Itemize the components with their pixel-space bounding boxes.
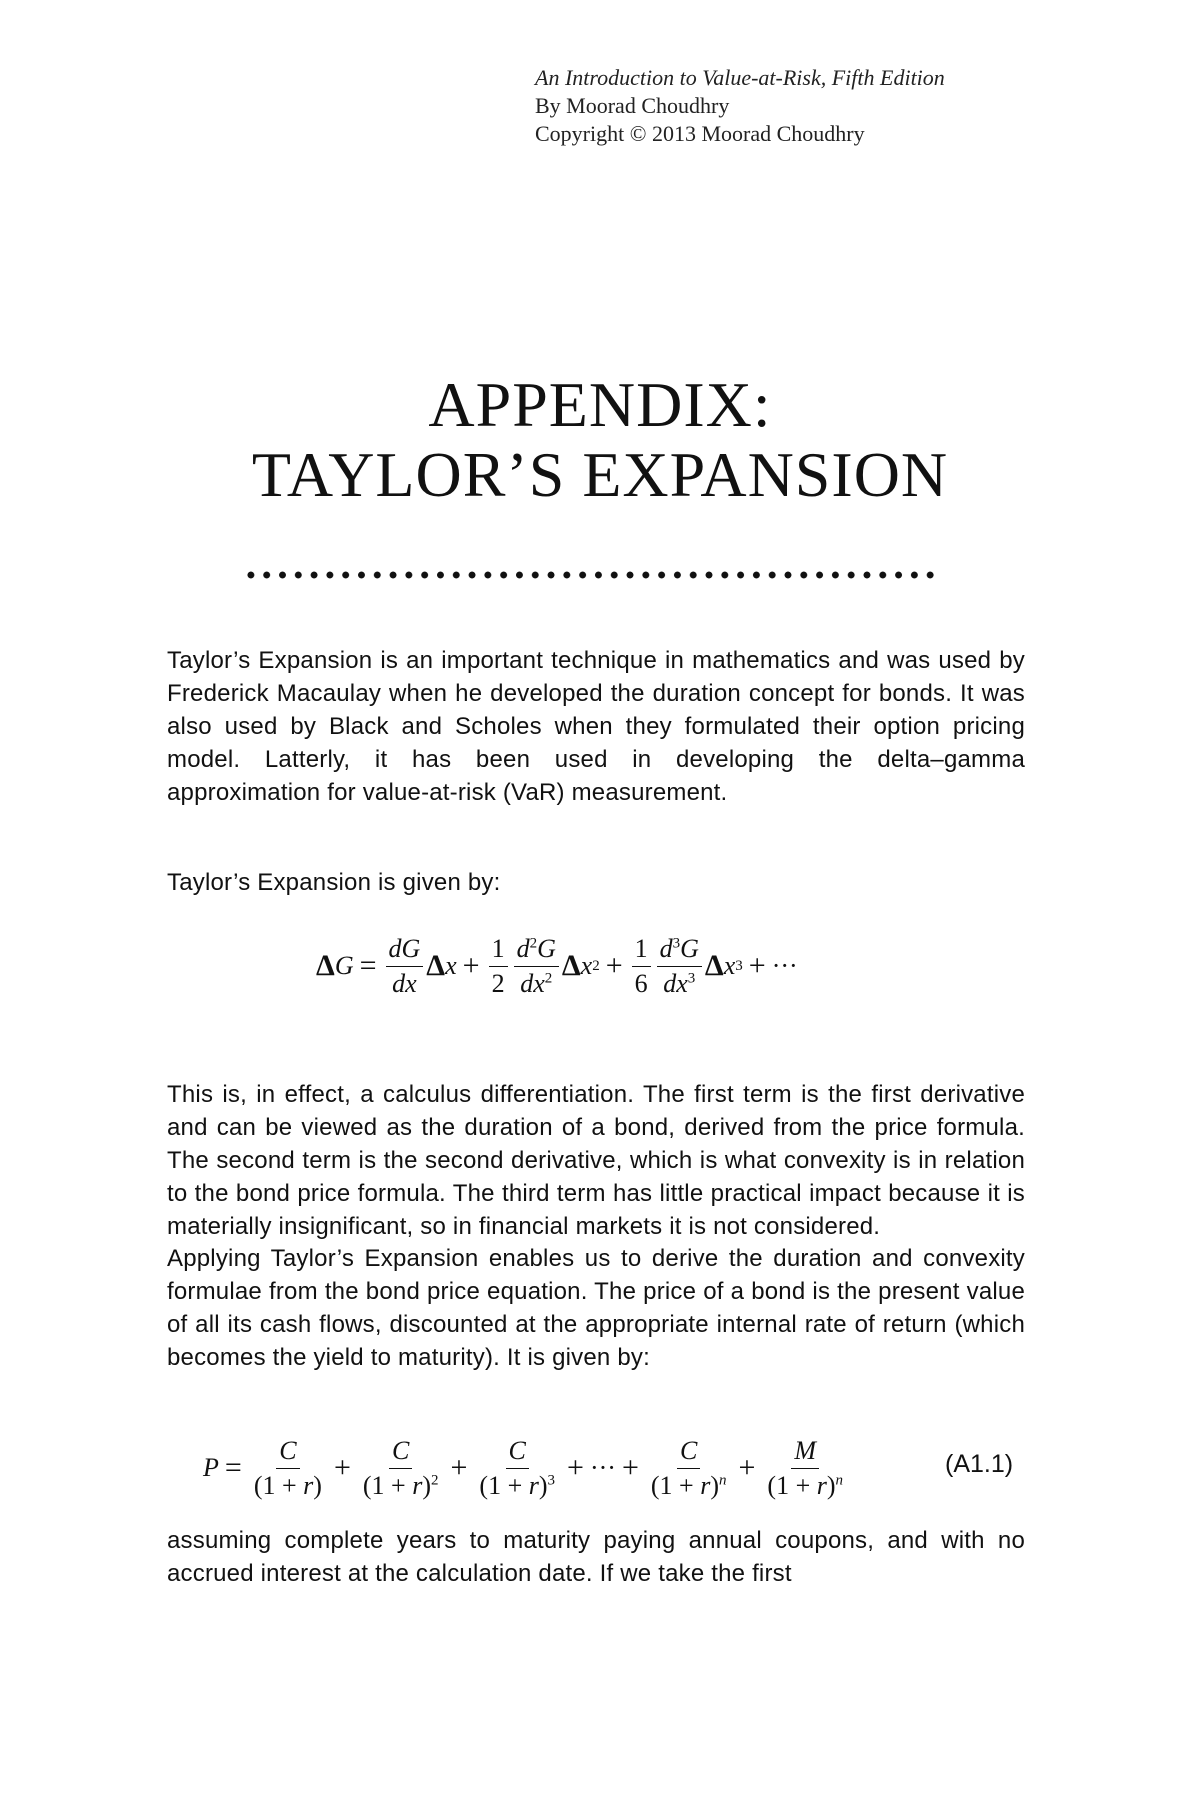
- book-title: An Introduction to Value-at-Risk, Fifth Edition: [535, 65, 945, 90]
- chapter-title-line2: TAYLOR’S EXPANSION: [251, 439, 949, 510]
- paragraph-assumptions: assuming complete years to maturity paying annual coupons, and with no accrued interest at the calculation date. If we take the first: [167, 1527, 1025, 1587]
- dotted-divider: [243, 568, 939, 582]
- paragraph-bond-price: Applying Taylor’s Expansion enables us to derive the duration and convexity formulae from the bond price equation. The price of a bond is the present value of all its cash flows, discounted at the appropriate internal rate of return (which becomes the yield to maturity). It is given by:: [167, 1245, 1025, 1371]
- bond-price-equation: P = $\frac{C}{(1 + r)}$ + $\frac{C}{(1 + r)^2}$ + $\frac{C}{(1 + r)^3}$ + ··· + $\frac{C}{(1 + r)^n}$ + $\frac{M}{(1 + r)^n}$: [203, 1435, 844, 1500]
- author-line: By Moorad Choudhry: [535, 93, 730, 118]
- paragraph-intro: Taylor’s Expansion is an important technique in mathematics and was used by Frederick Macaulay when he developed the duration concept for bonds. It was also used by Black and Scholes when they formulated their option pricing model. Latterly, it has been used in developing the delta–gamma approximation for value-at-risk (VaR) measurement.: [167, 647, 1025, 806]
- equation-number: (A1.1): [945, 1450, 1014, 1478]
- paragraph-derivatives: This is, in effect, a calculus differentiation. The first term is the first derivative and can be viewed as the duration of a bond, derived from the price formula. The second term is the second derivative, which is what convexity is in relation to the bond price formula. The third term has little practical impact because it is materially insignificant, so in financial markets it is not considered.: [167, 1081, 1025, 1240]
- copyright-line: Copyright © 2013 Moorad Choudhry: [535, 121, 865, 146]
- paragraph-given-by: Taylor’s Expansion is given by:: [167, 869, 501, 896]
- taylor-expansion-equation: Δ G = $\frac{dG}{dx}$ Δ x + $\frac{1}{2}$ $\frac{d^2G}{dx^2}$ Δ x 2 + $\frac{1}{6}$ $\frac{d^3G}{dx^3}$ Δ x 3 + ···: [316, 933, 798, 998]
- chapter-title: [0, 370, 1200, 510]
- chapter-title-line1: APPENDIX:: [428, 369, 772, 440]
- running-header: [535, 64, 945, 148]
